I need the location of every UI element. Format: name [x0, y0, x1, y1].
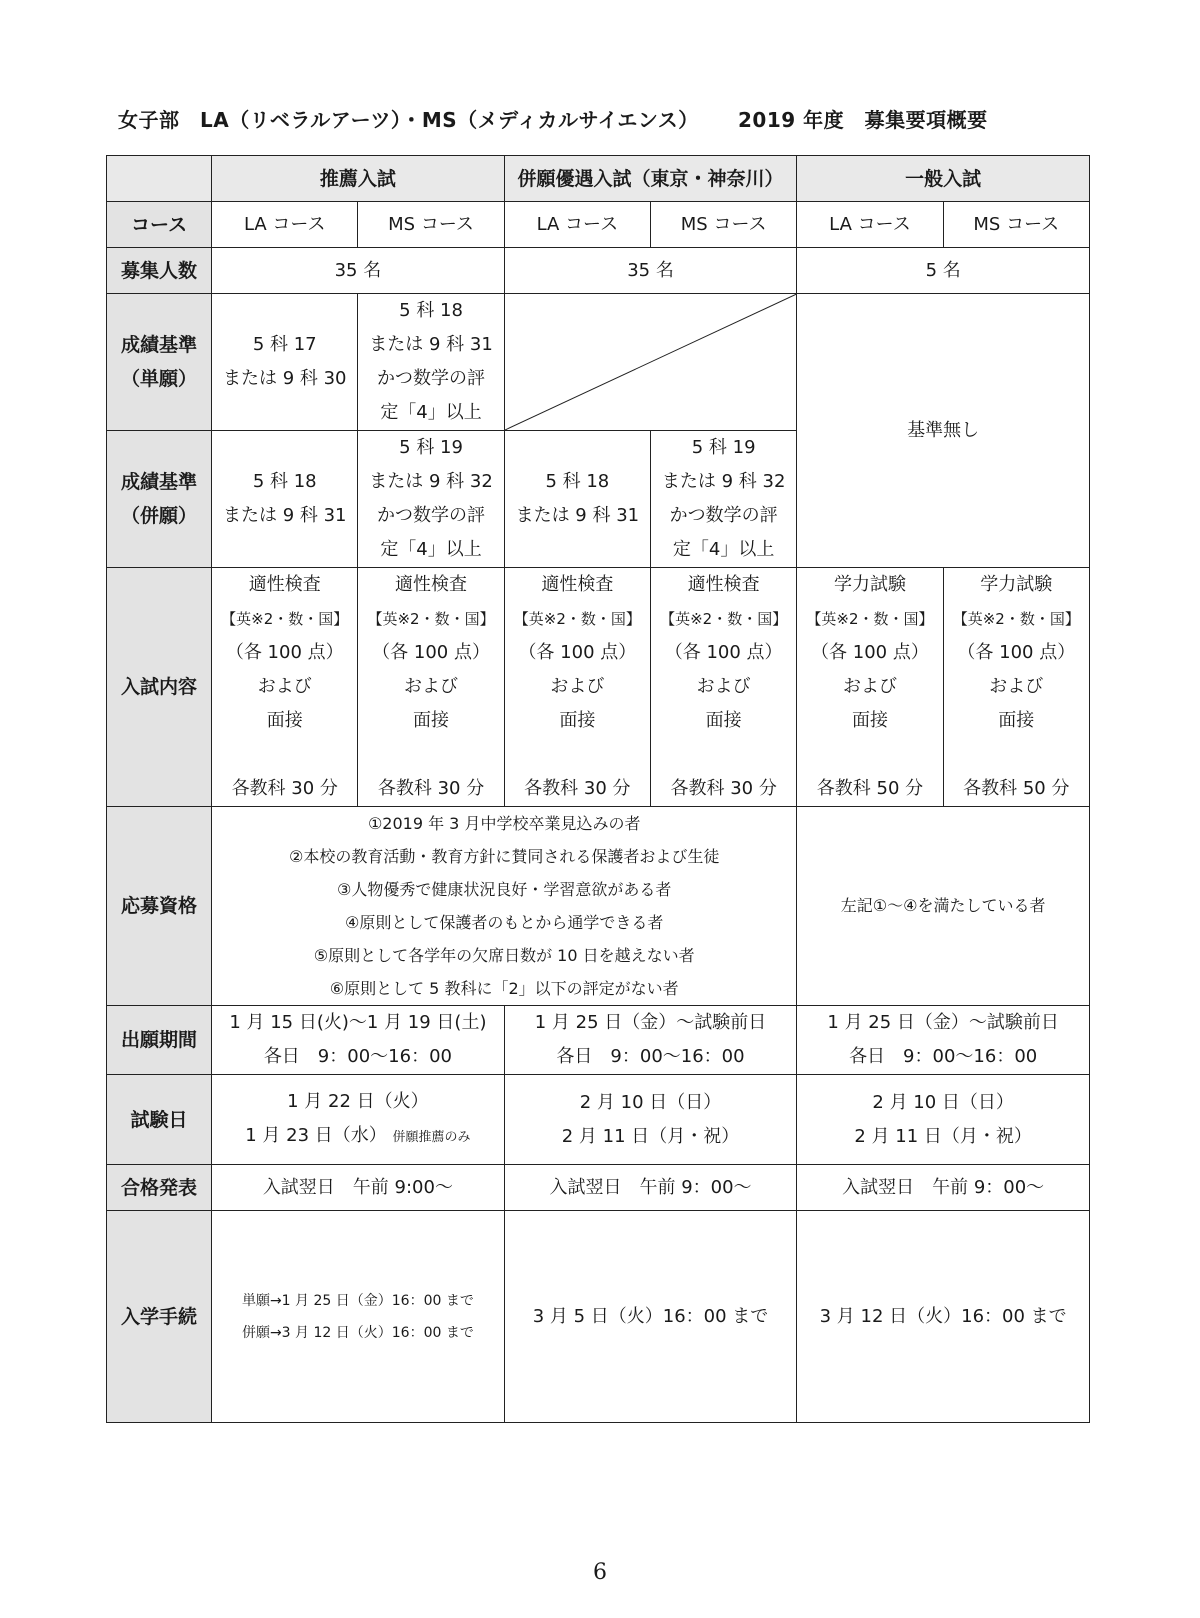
apply-period-row — [107, 1006, 1090, 1075]
row-label-capacity: 募集人数 — [107, 248, 212, 294]
qualification-row — [107, 807, 1090, 1006]
enroll-recommend: 単願→1 月 25 日（金）16：00 まで 併願→3 月 12 日（火）16：00 まで — [212, 1211, 505, 1423]
exam-date-row — [107, 1075, 1090, 1165]
apply-heigan: 1 月 25 日（金）～試験前日 各日 9：00～16：00 — [504, 1006, 797, 1075]
result-row — [107, 1165, 1090, 1211]
qualification-list — [212, 807, 797, 1006]
apply-recommend: 1 月 15 日(火)～1 月 19 日(土) 各日 9：00～16：00 — [212, 1006, 505, 1075]
exam-content-row — [107, 568, 1090, 807]
course-rec-ms: MS コース — [358, 202, 504, 248]
course-row — [107, 202, 1090, 248]
capacity-recommend: 35 名 — [212, 248, 505, 294]
capacity-row — [107, 248, 1090, 294]
result-recommend: 入試翌日 午前 9:00～ — [212, 1165, 505, 1211]
grade-single-rec-ms: 5 科 18 または 9 科 31 かつ数学の評 定「4」以上 — [358, 294, 504, 431]
exam-date-general: 2 月 10 日（日） 2 月 11 日（月・祝） — [797, 1075, 1090, 1165]
title-year: 2019 年度 募集要項概要 — [738, 108, 988, 132]
col-general: 一般入試 — [797, 156, 1090, 202]
document-title — [118, 104, 1118, 138]
row-label-course: コース — [107, 202, 212, 248]
qualification-item: ⑤原則として各学年の欠席日数が 10 日を越えない者 — [313, 946, 695, 965]
apply-general: 1 月 25 日（金）～試験前日 各日 9：00～16：00 — [797, 1006, 1090, 1075]
qualification-general: 左記①～④を満たしている者 — [797, 807, 1090, 1006]
course-hei-la: LA コース — [504, 202, 650, 248]
course-gen-la: LA コース — [797, 202, 943, 248]
exam-gen-ms: 学力試験 【英※2・数・国】 （各 100 点） および 面接 各教科 50 分 — [943, 568, 1089, 807]
row-label-enroll: 入学手続 — [107, 1211, 212, 1423]
exam-date-heigan: 2 月 10 日（日） 2 月 11 日（月・祝） — [504, 1075, 797, 1165]
enroll-heigan: 3 月 5 日（火）16：00 まで — [504, 1211, 797, 1423]
row-label-result: 合格発表 — [107, 1165, 212, 1211]
grade-single-rec-la: 5 科 17 または 9 科 30 — [212, 294, 358, 431]
qualification-item: ①2019 年 3 月中学校卒業見込みの者 — [367, 814, 641, 833]
admission-summary-table — [106, 155, 1090, 1423]
grade-general-none: 基準無し — [797, 294, 1090, 568]
capacity-general: 5 名 — [797, 248, 1090, 294]
course-rec-la: LA コース — [212, 202, 358, 248]
page-number: 6 — [593, 1560, 607, 1585]
corner-cell — [107, 156, 212, 202]
qualification-item: ⑥原則として 5 教科に「2」以下の評定がない者 — [329, 979, 679, 998]
row-label-apply-period: 出願期間 — [107, 1006, 212, 1075]
row-label-exam-content: 入試内容 — [107, 568, 212, 807]
grade-single-row — [107, 294, 1090, 431]
enroll-general: 3 月 12 日（火）16：00 まで — [797, 1211, 1090, 1423]
result-general: 入試翌日 午前 9：00～ — [797, 1165, 1090, 1211]
qualification-item: ④原則として保護者のもとから通学できる者 — [345, 913, 664, 932]
row-label-grade-heigan: 成績基準 （併願） — [107, 431, 212, 568]
row-label-qualification: 応募資格 — [107, 807, 212, 1006]
qualification-item: ②本校の教育活動・教育方針に賛同される保護者および生徒 — [289, 847, 720, 866]
result-heigan: 入試翌日 午前 9：00～ — [504, 1165, 797, 1211]
capacity-heigan: 35 名 — [504, 248, 797, 294]
exam-hei-la: 適性検査 【英※2・数・国】 （各 100 点） および 面接 各教科 30 分 — [504, 568, 650, 807]
exam-gen-la: 学力試験 【英※2・数・国】 （各 100 点） および 面接 各教科 50 分 — [797, 568, 943, 807]
grade-heigan-hei-la: 5 科 18 または 9 科 31 — [504, 431, 650, 568]
grade-single-heigan-na — [504, 294, 797, 431]
col-recommend: 推薦入試 — [212, 156, 505, 202]
exam-rec-ms: 適性検査 【英※2・数・国】 （各 100 点） および 面接 各教科 30 分 — [358, 568, 504, 807]
grade-heigan-hei-ms: 5 科 19 または 9 科 32 かつ数学の評 定「4」以上 — [651, 431, 797, 568]
exam-rec-la: 適性検査 【英※2・数・国】 （各 100 点） および 面接 各教科 30 分 — [212, 568, 358, 807]
grade-heigan-rec-ms: 5 科 19 または 9 科 32 かつ数学の評 定「4」以上 — [358, 431, 504, 568]
enroll-row — [107, 1211, 1090, 1423]
exam-hei-ms: 適性検査 【英※2・数・国】 （各 100 点） および 面接 各教科 30 分 — [651, 568, 797, 807]
col-heigan: 併願優遇入試（東京・神奈川） — [504, 156, 797, 202]
row-label-exam-date: 試験日 — [107, 1075, 212, 1165]
row-label-grade-single: 成績基準 （単願） — [107, 294, 212, 431]
course-gen-ms: MS コース — [943, 202, 1089, 248]
header-row — [107, 156, 1090, 202]
diagonal-line — [505, 294, 797, 430]
qualification-item: ③人物優秀で健康状況良好・学習意欲がある者 — [337, 880, 672, 899]
course-hei-ms: MS コース — [651, 202, 797, 248]
grade-heigan-rec-la: 5 科 18 または 9 科 31 — [212, 431, 358, 568]
exam-date-recommend: 1 月 22 日（火） 1 月 23 日（水） 併願推薦のみ — [212, 1075, 505, 1165]
title-text: 女子部 LA（リベラルアーツ）・MS（メディカルサイエンス） — [118, 108, 699, 132]
